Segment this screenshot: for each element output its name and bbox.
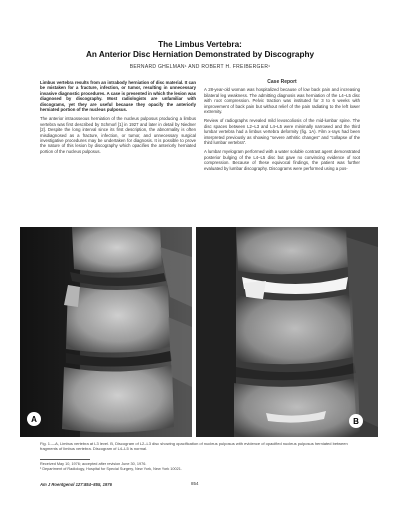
footnotes bbox=[40, 462, 340, 472]
title-line-2: An Anterior Disc Herniation Demonstrated by Discography bbox=[85, 50, 315, 59]
journal-citation: Am J Roentgenol 127:854–855, 1976 bbox=[40, 482, 112, 487]
footnote-divider bbox=[40, 459, 90, 460]
intro-paragraph: The anterior intraosseous herniation of the nucleus pulposus producing a limbus vertebra was first described by Schmorl [1] in 1927 and later in detail by Niedner [2]. Despite the long interval since its first description, the abnormality is often misdiagnosed as a fracture, infection, or tumor, and unnecessary surgical investigative procedures may be undertaken for diagnosis. It is possible to prove the nature of this lesion by discography which opacifies the anteriorly herniated portion of the nucleus pulposus. bbox=[40, 116, 196, 154]
vertebra-b-middle bbox=[236, 293, 354, 364]
xray-image-b bbox=[196, 227, 378, 437]
author-line: BERNARD GHELMAN¹ AND ROBERT H. FREIBERGER¹ bbox=[129, 64, 271, 70]
title-line-1: The Limbus Vertebra: bbox=[158, 40, 242, 49]
panel-label-b: B bbox=[353, 417, 359, 426]
vertebra-b-upper bbox=[236, 227, 348, 274]
right-column bbox=[204, 80, 360, 175]
received-note: Received May 10, 1976; accepted after revision June 30, 1976. bbox=[40, 462, 147, 466]
case-paragraph-1: A 28-year-old woman was hospitalized because of low back pain and increasing bilateral leg weakness. The admitting diagnosis was herniation of the L4–L5 disc with root compression. Pelvic traction was instituted for 3 to 6 weeks with improvement of back pain but without relief of the pain radiating to the left lower extremity. bbox=[204, 87, 360, 115]
article-title bbox=[0, 40, 400, 60]
panel-label-a: A bbox=[31, 415, 37, 424]
figure-caption: Fig. 1.—A, Limbus vertebra at L3 level. B, Discogram of L2–L3 disc showing opacification of nucleus pulposus with evidence of opacified nucleus pulposus herniated between fragments of limbus vertebra. Discogram of L4–L5 is normal. bbox=[40, 441, 348, 451]
page-number: 854 bbox=[191, 481, 199, 486]
case-paragraph-3: A lumbar myelogram performed with a water soluble contrast agent demonstrated posterior bulging of the L4–L5 disc but gave no convincing evidence of root compression. Because of these equivocal findings, the patient was further evaluated by lumbar discography. Discograms were performed using a pos- bbox=[204, 149, 360, 171]
case-report-heading: Case Report bbox=[267, 79, 297, 85]
left-column bbox=[40, 80, 196, 158]
vertebra-lower bbox=[62, 365, 174, 433]
abstract: Limbus vertebra results from an intrabody herniation of disc material. It can be mistaken for a fracture, infection, or tumor, resulting in unnecessary invasive diagnostic procedures. A case is presented in which the lesion was diagnosed by discography. Most radiologists are unfamiliar with discograms, yet they are useful because they opacify the anteriorly herniated portion of the nucleus pulposus. bbox=[40, 80, 196, 113]
case-paragraph-2: Review of radiographs revealed mild levoscoliosis of the mid-lumbar spine. The disc spaces between L2–L3 and L4–L5 were minimally narrowed and the third lumbar vertebra had a limbus vertebra deformity (fig. 1A). Film x-rays had been interpreted previously as showing "severe arthritic changes" and "collapse of the third lumbar vertebra". bbox=[204, 118, 360, 146]
vertebra-upper bbox=[72, 227, 162, 273]
affiliation-note: ¹ Department of Radiology, Hospital for Special Surgery, New York, New York 10021. bbox=[40, 466, 182, 471]
xray-figure-a bbox=[20, 227, 192, 437]
vertebra-limbus bbox=[64, 285, 170, 353]
xray-image-a bbox=[20, 227, 192, 437]
xray-figure-b bbox=[196, 227, 378, 437]
